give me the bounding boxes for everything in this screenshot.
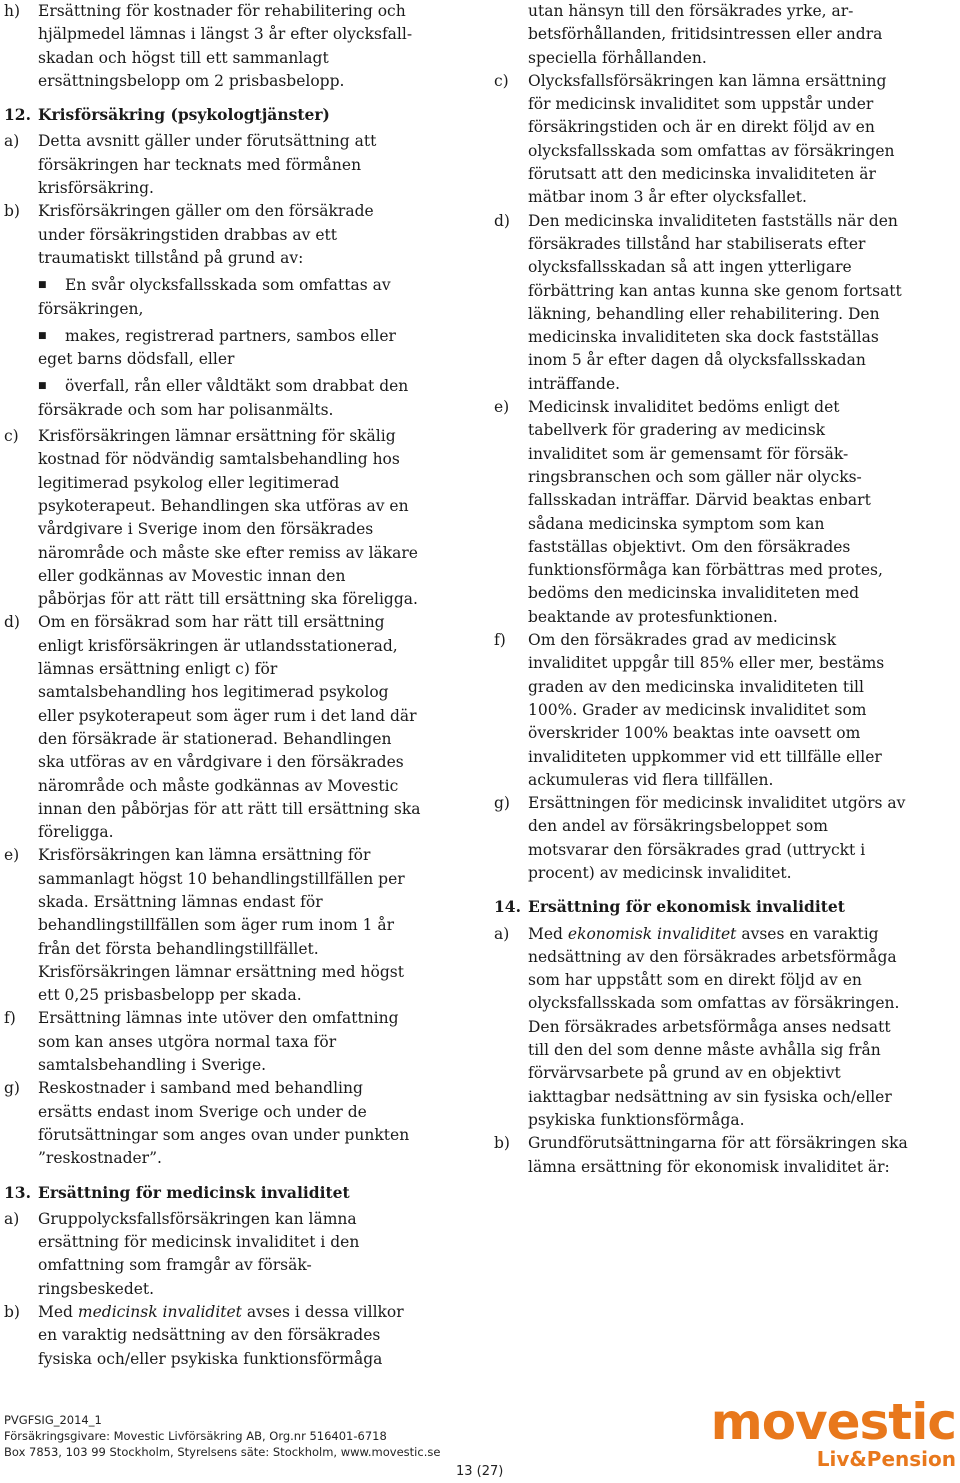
clause-label: d) (4, 613, 20, 632)
clause-label-spacer (494, 0, 528, 70)
clause-text: avses en varaktig nedsättning av den försäkrades arbetsförmåga som har uppstått som en direkt följd av en olycksfallsskada som omfattas av försäkringen. Den försäkrades arbetsförmåga anses nedsatt till den del som denne måste avhålla sig från förvärvsarbete på grund av en objektivt iakttagbar nedsättning av sin fysiska och/eller psykiska funktionsförmåga. (528, 924, 900, 1129)
clause-14-a (494, 923, 956, 1133)
clause-text: Ersättningen för medicinsk invaliditet utgörs av den andel av försäkringsbeloppet som motsvarar den försäkrades grad (uttryckt i procent) av medicinsk invaliditet. (528, 794, 906, 882)
bullet-text: överfall, rån eller våldtäkt som drabbat den (65, 377, 409, 396)
bullet-item (38, 274, 466, 297)
clause-13-d (494, 210, 956, 396)
bullet-square-icon: ■ (38, 280, 47, 291)
clause-label: h) (4, 2, 21, 20)
clause-14-b (494, 1132, 956, 1179)
clause-13-a (4, 1208, 466, 1301)
clause-text: Ersättning för kostnader för rehabilitering och hjälpmedel lämnas i längst 3 år efter olycksfall- skadan och högst till ett sammanlagt ersättningsbelopp om 2 prisbasbelopp. (38, 2, 413, 90)
clause-label: c) (494, 71, 509, 90)
bullet-continuation: försäkringen, (38, 299, 144, 318)
bullet-continuation: eget barns dödsfall, eller (38, 350, 235, 369)
clause-text: Medicinsk invaliditet bedöms enligt det tabellverk för gradering av medicinsk invaliditet som är gemensamt för försäk- ringsbranschen och som gäller när olycks- fallsskadan inträffar. Därvid beaktas enbart sådana medicinska symptom som kan fastställas objektivt. Om den försäkrades funktionsförmåga kan förbättras med protes, bedöms den medicinska invaliditeten med beaktande av protesfunktionen. (528, 398, 883, 626)
clause-label: b) (494, 1134, 510, 1153)
clause-term: medicinsk invaliditet (77, 1303, 242, 1322)
clause-label: a) (494, 924, 510, 943)
clause-12-f (4, 1007, 466, 1077)
clause-13-b (4, 1301, 466, 1371)
clause-text: Den medicinska invaliditeten fastställs när den försäkrades tillstånd har stabiliserats efter olycksfallsskadan så att ingen ytterligare förbättring kan antas kunna ske genom fortsatt läkning, behandling eller rehabilitering. Den medicinska invaliditeten ska dock fastställas inom 5 år efter dagen då olycksfallsskadan inträffande. (528, 211, 902, 393)
logo-tagline: Liv&Pension (816, 1447, 956, 1471)
section-title: Krisförsäkring (psykologtjänster) (38, 105, 330, 125)
clause-term: ekonomisk invaliditet (567, 924, 737, 943)
clause-label: c) (4, 427, 19, 446)
clause-text: Grundförutsättningarna för att försäkringen ska lämna ersättning för ekonomisk invaliditet är: (528, 1134, 908, 1176)
clause-text: utan hänsyn till den försäkrades yrke, ar- betsförhållanden, fritidsintressen eller andra speciella förhållanden. (528, 2, 883, 67)
clause-label: g) (4, 1079, 20, 1098)
bullet-item (38, 375, 466, 398)
section-14-heading (494, 895, 956, 918)
clause-label: d) (494, 211, 510, 230)
clause-text: Krisförsäkringen gäller om den försäkrade under försäkringstiden drabbas av ett traumatiskt tillstånd på grund av: (38, 202, 374, 267)
clause-text: Reskostnader i samband med behandling ersätts endast inom Sverige och under de förutsättningar som anges ovan under punkten ”reskostnader”. (38, 1079, 410, 1168)
left-column (4, 0, 466, 1371)
section-12-heading (4, 103, 466, 126)
document-code: PVGFSIG_2014_1 (4, 1413, 102, 1427)
clause-label: e) (494, 398, 510, 417)
clause-12-a (4, 130, 466, 200)
bullet-text: makes, registrerad partners, sambos eller (65, 326, 396, 345)
clause-label: a) (4, 132, 20, 151)
logo-wordmark: movestic (710, 1393, 956, 1451)
clause-12-g (4, 1077, 466, 1170)
clause-label: f) (4, 1009, 16, 1028)
bullet-square-icon: ■ (38, 330, 47, 341)
footer (4, 1412, 440, 1460)
clause-12-c (4, 425, 466, 611)
section-number: 12. (4, 105, 31, 125)
clause-text: Om den försäkrades grad av medicinsk invaliditet uppgår till 85% eller mer, bestäms graden av den medicinska invaliditeten till 100%. Grader av medicinsk invaliditet som överskrider 100% beaktas inte oavsett om invaliditeten uppkommer vid ett tillfälle eller ackumuleras vid flera tillfällen. (528, 631, 885, 789)
right-column (494, 0, 956, 1179)
clause-label: b) (4, 1303, 20, 1322)
clause-label: e) (4, 846, 20, 865)
clause-12-e (4, 844, 466, 1007)
clause-text-pre: Med (528, 924, 568, 943)
clause-text: Krisförsäkringen lämnar ersättning för skälig kostnad för nödvändig samtalsbehandling hos legitimerad psykolog eller legitimerad psykoterapeut. Behandlingen ska utföras av en vårdgivare i Sverige inom den försäkrades närområde och måste ske efter remiss av läkare eller godkännas av Movestic innan den påbörjas för att rätt till ersättning ska föreligga. (38, 427, 418, 609)
clause-label: g) (494, 794, 510, 813)
bullet-square-icon: ■ (38, 381, 47, 392)
clause-text-pre: Med (38, 1303, 78, 1322)
clause-text: avses i dessa villkor en varaktig nedsättning av den försäkrades fysiska och/eller psykiska funktionsförmåga (38, 1303, 404, 1368)
clause-11-h (4, 0, 466, 93)
clause-label: f) (494, 631, 506, 650)
clause-13-b-continued (494, 0, 956, 70)
clause-label: b) (4, 202, 20, 221)
clause-text: Detta avsnitt gäller under förutsättning att försäkringen har tecknats med förmånen krisförsäkring. (38, 132, 377, 198)
clause-text: Krisförsäkringen kan lämna ersättning för sammanlagt högst 10 behandlingstillfällen per skada. Ersättning lämnas endast för behandlingstillfällen som äger rum inom 1 år från det första behandlingstillfället. Krisförsäkringen lämnar ersättning med högst ett 0,25 prisbasbelopp per skada. (38, 846, 405, 1005)
clause-label: a) (4, 1209, 20, 1228)
clause-13-e (494, 396, 956, 629)
clause-text: Olycksfallsförsäkringen kan lämna ersättning för medicinsk invaliditet som uppstår under försäkringstiden och är en direkt följd av en olycksfallsskada som omfattas av försäkringen förutsatt att den medicinska invaliditeten är mätbar inom 3 år efter olycksfallet. (528, 71, 895, 207)
bullet-item (38, 325, 466, 348)
clause-text: Gruppolycksfallsförsäkringen kan lämna ersättning för medicinsk invaliditet i den omfattning som framgår av försäk- ringsbeskedet. (38, 1209, 360, 1298)
section-number: 14. (494, 897, 521, 917)
clause-13-f (494, 629, 956, 792)
clause-13-c (494, 70, 956, 210)
insurer-info: Försäkringsgivare: Movestic Livförsäkring AB, Org.nr 516401-6718 (4, 1429, 387, 1443)
clause-text: Ersättning lämnas inte utöver den omfattning som kan anses utgöra normal taxa för samtalsbehandling i Sverige. (38, 1009, 399, 1075)
section-number: 13. (4, 1182, 31, 1202)
section-13-heading (4, 1181, 466, 1204)
section-title: Ersättning för ekonomisk invaliditet (528, 897, 845, 917)
bullet-continuation: försäkrade och som har polisanmälts. (38, 400, 334, 419)
clause-12-b (4, 200, 466, 422)
address-info: Box 7853, 103 99 Stockholm, Styrelsens säte: Stockholm, www.movestic.se (4, 1445, 441, 1459)
clause-13-g (494, 792, 956, 885)
bullet-text: En svår olycksfallsskada som omfattas av (65, 276, 391, 295)
clause-text: Om en försäkrad som har rätt till ersättning enligt krisförsäkringen är utlandsstationerad, lämnas ersättning enligt c) för samtalsbehandling hos legitimerad psykolog eller psykoterapeut som äger rum i det land där den försäkrade är stationerad. Behandlingen ska utföras av en vårdgivare i den försäkrades närområde och måste godkännas av Movestic innan den påbörjas för att rätt till ersättning ska föreligga. (38, 613, 421, 842)
page-number: 13 (27) (456, 1464, 504, 1479)
section-title: Ersättning för medicinsk invaliditet (38, 1182, 350, 1202)
movestic-logo (706, 1393, 956, 1472)
clause-12-d (4, 611, 466, 844)
